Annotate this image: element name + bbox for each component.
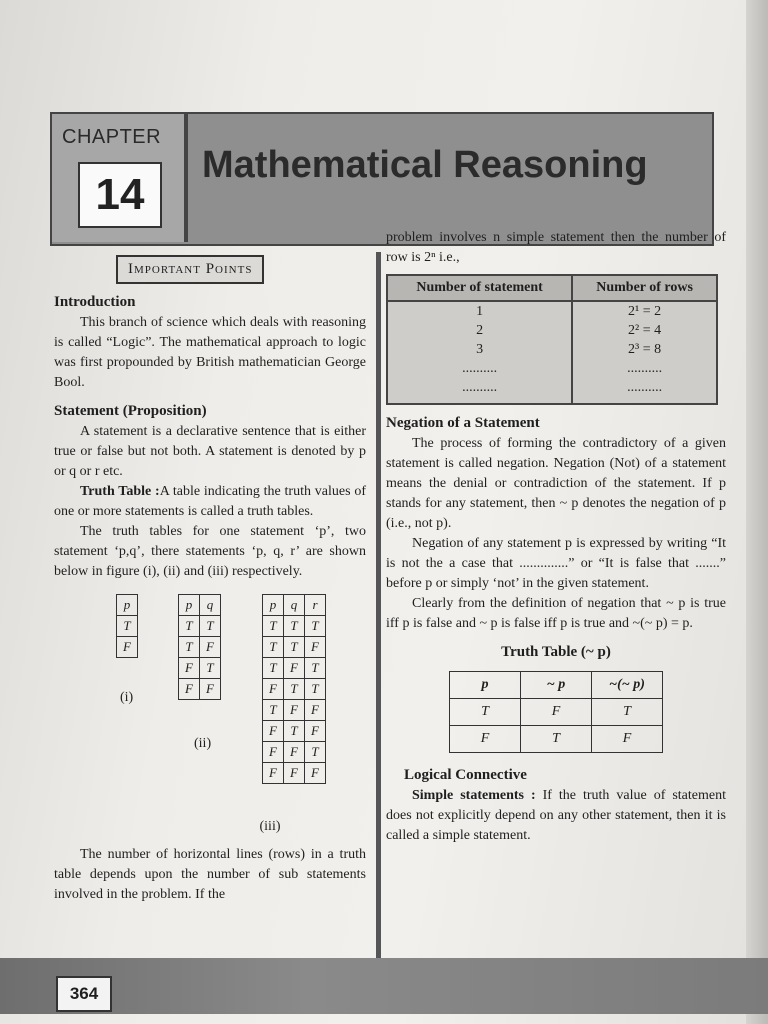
truth-table-header-cell: p: [263, 595, 284, 616]
truth-table-cell: F: [263, 679, 284, 700]
truth-table-cell: T: [263, 616, 284, 637]
negation-cell: T: [521, 726, 592, 753]
truth-table-cell: T: [179, 637, 200, 658]
row-count-row: [387, 340, 717, 359]
truth-table-cell: F: [117, 637, 138, 658]
negation-cell: F: [450, 726, 521, 753]
truth-table-cell: F: [305, 763, 326, 784]
row-count-cell: ..........: [572, 378, 717, 404]
truth-table-cell: F: [305, 700, 326, 721]
figure-caption-iii: (iii): [259, 819, 281, 834]
truth-table-header-row: [179, 595, 221, 616]
right-column: [386, 228, 726, 846]
negation-cell: F: [521, 699, 592, 726]
truth-table-cell: T: [305, 658, 326, 679]
page-number: 364: [56, 976, 112, 1012]
truth-table-two-statements: [178, 594, 221, 700]
truth-table-cell: F: [263, 763, 284, 784]
truth-table-cell: F: [263, 721, 284, 742]
truth-table-row: [117, 616, 138, 637]
truth-table-cell: T: [284, 616, 305, 637]
truth-table-row: [263, 616, 326, 637]
row-count-header: Number of statement: [387, 275, 572, 301]
figure-intro-paragraph: The truth tables for one statement ‘p’, two statement ‘p,q’, there statements ‘p, q, r’ are shown below in figure (i), (ii) and (iii) respectively.: [54, 524, 366, 579]
negation-heading: Negation of a Statement: [386, 415, 540, 431]
negation-paragraph-2: Negation of any statement p is expressed by writing “It is not the a case that ..............” or “It is false that .......” before p or simply ‘not’ in the given statement.: [386, 536, 726, 591]
truth-table-one-statement: [116, 594, 138, 658]
truth-table-row: [179, 616, 221, 637]
truth-table-header-cell: r: [305, 595, 326, 616]
row-count-table: [386, 274, 718, 405]
statement-heading: Statement (Proposition): [54, 403, 207, 419]
simple-statements-paragraph: [386, 786, 726, 846]
negation-cell: T: [592, 699, 663, 726]
negation-header-cell: ~(~ p): [592, 672, 663, 699]
row-count-cell: 2³ = 8: [572, 340, 717, 359]
chapter-label: CHAPTER: [62, 126, 162, 148]
truth-table-header-row: [117, 595, 138, 616]
negation-row: [450, 699, 663, 726]
truth-table-row: [263, 637, 326, 658]
truth-table-row: [179, 637, 221, 658]
truth-table-three-statements: [262, 594, 326, 784]
truth-table-cell: T: [305, 616, 326, 637]
truth-table-row: [263, 658, 326, 679]
row-count-cell: 2² = 4: [572, 321, 717, 340]
truth-table-cell: T: [179, 616, 200, 637]
simple-statements-label: Simple statements :: [412, 788, 536, 803]
figure-caption-i: (i): [120, 690, 134, 705]
truth-tables-figure: [54, 594, 366, 819]
truth-table-cell: F: [200, 679, 221, 700]
truth-table-cell: T: [263, 658, 284, 679]
negation-row: [450, 726, 663, 753]
row-count-cell: ..........: [572, 359, 717, 378]
intro-heading: Introduction: [54, 294, 136, 310]
row-count-row: [387, 378, 717, 404]
truth-table-row: [179, 679, 221, 700]
truth-table-label: Truth Table :: [80, 484, 160, 499]
footer-band: [0, 958, 768, 1014]
row-count-cell: 1: [387, 301, 572, 321]
row-count-row: [387, 321, 717, 340]
row-count-cell: 3: [387, 340, 572, 359]
chapter-header: [50, 112, 714, 246]
truth-table-header-cell: q: [200, 595, 221, 616]
truth-table-cell: T: [284, 721, 305, 742]
figure-caption-ii: (ii): [194, 736, 212, 751]
negation-truth-table: [449, 671, 663, 753]
truth-table-paragraph: [54, 482, 366, 522]
truth-table-header-row: [263, 595, 326, 616]
truth-table-cell: T: [284, 679, 305, 700]
truth-table-cell: T: [263, 637, 284, 658]
truth-table-cell: T: [117, 616, 138, 637]
truth-table-cell: F: [179, 658, 200, 679]
truth-table-row: [263, 742, 326, 763]
truth-table-row: [117, 637, 138, 658]
intro-paragraph: This branch of science which deals with reasoning is called “Logic”. The mathematical approach to logic was first propounded by British mathematician George Bool.: [54, 315, 366, 390]
column-divider: [376, 252, 381, 962]
negation-header-cell: ~ p: [521, 672, 592, 699]
chapter-box: [52, 114, 188, 242]
truth-table-header-cell: q: [284, 595, 305, 616]
truth-table-row: [263, 721, 326, 742]
truth-table-header-cell: p: [179, 595, 200, 616]
truth-table-cell: F: [284, 700, 305, 721]
left-column: [54, 255, 366, 905]
continuation-paragraph: problem involves n simple statement then the number of row is 2ⁿ i.e.,: [386, 230, 726, 265]
truth-table-cell: F: [305, 637, 326, 658]
truth-table-cell: F: [284, 742, 305, 763]
row-count-header: Number of rows: [572, 275, 717, 301]
negation-paragraph-1: The process of forming the contradictory of a given statement is called negation. Negation (Not) of a statement means the denial or contradiction of the statement. If p stands for any statement, then ~ p denotes the negation of p (i.e., not p).: [386, 436, 726, 531]
truth-table-header-cell: p: [117, 595, 138, 616]
truth-table-cell: T: [305, 679, 326, 700]
row-count-cell: ..........: [387, 359, 572, 378]
negation-cell: F: [592, 726, 663, 753]
truth-table-cell: T: [284, 637, 305, 658]
row-count-cell: 2: [387, 321, 572, 340]
rows-paragraph: The number of horizontal lines (rows) in a truth table depends upon the number of sub statements involved in the problem. If the: [54, 847, 366, 902]
row-count-row: [387, 359, 717, 378]
truth-table-row: [263, 763, 326, 784]
truth-table-cell: T: [305, 742, 326, 763]
truth-table-cell: F: [305, 721, 326, 742]
truth-table-cell: F: [284, 658, 305, 679]
truth-table-cell: F: [284, 763, 305, 784]
row-count-cell: 2¹ = 2: [572, 301, 717, 321]
row-count-cell: ..........: [387, 378, 572, 404]
negation-header-cell: p: [450, 672, 521, 699]
truth-table-row: [179, 658, 221, 679]
statement-paragraph: A statement is a declarative sentence that is either true or false but not both. A statement is denoted by p or q or r etc.: [54, 424, 366, 479]
simple-statements-text: If the truth value of statement does not explicitly depend on any other statement, then it is called a simple statement.: [386, 788, 726, 843]
section-badge: Important Points: [116, 255, 264, 284]
negation-table-title: Truth Table (~ p): [501, 644, 611, 660]
truth-table-cell: F: [263, 742, 284, 763]
truth-table-cell: T: [200, 658, 221, 679]
row-count-row: [387, 301, 717, 321]
truth-table-row: [263, 679, 326, 700]
truth-table-cell: F: [179, 679, 200, 700]
chapter-number: 14: [78, 162, 162, 228]
book-spine: [746, 0, 768, 1024]
truth-table-definition: A table indicating the truth values of one or more statements is called a truth tables.: [54, 484, 366, 519]
truth-table-cell: T: [263, 700, 284, 721]
negation-cell: T: [450, 699, 521, 726]
truth-table-row: [263, 700, 326, 721]
logical-connective-heading: Logical Connective: [404, 767, 527, 783]
negation-paragraph-3: Clearly from the definition of negation that ~ p is true iff p is false and ~ p is false iff p is true and ~(~ p) = p.: [386, 596, 726, 631]
chapter-title: Mathematical Reasoning: [202, 144, 648, 186]
truth-table-cell: T: [200, 616, 221, 637]
truth-table-cell: F: [200, 637, 221, 658]
